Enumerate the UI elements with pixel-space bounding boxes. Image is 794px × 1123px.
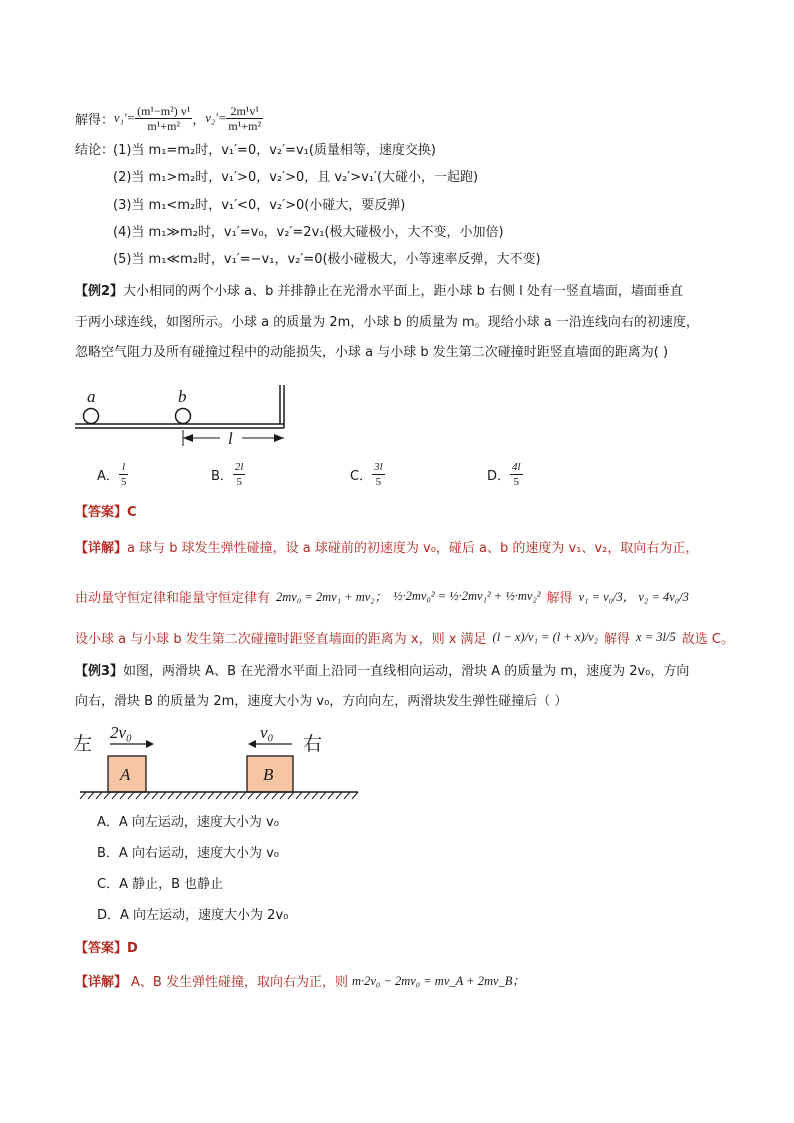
label-right: 右 xyxy=(303,733,323,755)
label-a: a xyxy=(87,387,96,406)
option-c-num: 3l xyxy=(374,461,383,473)
example2-detail-text-3: 设小球 a 与小球 b 发生第二次碰撞时距竖直墙面的距离为 x，则 x 满足 xyxy=(75,631,487,647)
conclusion-item-4: (4)当 m₁≫m₂时，v₁′=v₀，v₂′=2v₁(极大碰极小，大不变，小加倍) xyxy=(113,225,504,240)
example3-detail xyxy=(75,968,525,992)
conclusion-item-2: (2)当 m₁>m₂时，v₁′>0，v₂′>0，且 v₂′>v₁′(大碰小，一起跑) xyxy=(113,170,479,185)
option-c[interactable] xyxy=(350,460,385,489)
ex3-option-a[interactable]: A．A 向左运动，速度大小为 v₀ xyxy=(97,815,279,830)
option-a-num: l xyxy=(119,460,129,475)
example2-line-3: 忽略空气阻力及所有碰撞过程中的动能损失，小球 a 与小球 b 发生第二次碰撞时距竖直墙面的距离为( ) xyxy=(75,345,669,360)
option-c-den: 5 xyxy=(375,476,382,488)
arrow-a-head xyxy=(146,740,154,748)
v2-denominator: m¹+m² xyxy=(228,118,262,133)
option-a-letter: A． xyxy=(97,469,119,484)
example3-line-1 xyxy=(75,662,689,682)
option-a-den: 5 xyxy=(120,476,127,488)
ball-b xyxy=(176,409,191,424)
solution-label: 解得： xyxy=(75,112,115,128)
dim-arrow-left xyxy=(183,434,193,442)
example3-line-2: 向右，滑块 B 的质量为 2m，速度大小为 v₀，方向向左，两滑块发生弹性碰撞后（ ） xyxy=(75,694,568,709)
example2-conclusion: 故选 C。 xyxy=(681,631,734,647)
option-a[interactable] xyxy=(97,460,128,489)
solution-sep: ， xyxy=(192,112,206,128)
option-d-letter: D． xyxy=(487,469,511,484)
conclusion-label: 结论： xyxy=(75,143,115,158)
option-d-den: 5 xyxy=(513,476,520,488)
example2-solve-word: 解得 xyxy=(546,590,573,606)
v2-fraction xyxy=(226,104,263,133)
block-a-label: A xyxy=(120,765,131,784)
option-d[interactable] xyxy=(487,460,523,489)
v1-lhs: v₁′= xyxy=(114,110,136,125)
example2-answer xyxy=(75,503,137,523)
example3-tag: 【例3】 xyxy=(75,664,124,679)
ex3-option-c[interactable]: C．A 静止，B 也静止 xyxy=(97,877,224,892)
example2-detail-line-3 xyxy=(75,624,734,650)
example3-momentum-equation: m·2v₀ − 2mv₀ = mv_A + 2mv_B； xyxy=(351,974,525,988)
velocity-b: v₀ xyxy=(260,723,274,742)
label-b: b xyxy=(178,387,187,406)
conclusion-item-1: (1)当 m₁=m₂时，v₁′=0，v₂′=v₁(质量相等，速度交换) xyxy=(113,143,437,158)
example2-solve-word-2: 解得 xyxy=(604,631,631,647)
example2-detail-line-2 xyxy=(75,583,689,609)
label-l: l xyxy=(228,429,233,448)
ex3-option-d[interactable]: D．A 向左运动，速度大小为 2v₀ xyxy=(97,908,289,923)
dim-arrow-right xyxy=(274,434,284,442)
v1-denominator: m¹+m² xyxy=(147,118,181,133)
example2-answer-value: C xyxy=(127,505,137,520)
example2-line-2: 于两小球连线，如图所示。小球 a 的质量为 2m，小球 b 的质量为 m。现给小球 a 一沿连线向右的初速度， xyxy=(75,315,699,330)
label-left: 左 xyxy=(73,733,93,755)
example3-detail-tag: 【详解】 xyxy=(75,974,128,990)
option-c-fraction xyxy=(372,460,385,489)
ex3-option-b[interactable]: B．A 向右运动，速度大小为 v₀ xyxy=(97,846,279,861)
example2-line-1 xyxy=(75,282,683,302)
v1-fraction xyxy=(135,104,192,133)
velocity-a: 2v₀ xyxy=(110,723,132,742)
ball-a xyxy=(84,409,99,424)
example3-answer xyxy=(75,939,138,959)
example2-figure xyxy=(70,380,300,455)
distance-equation: (l − x)/v₁ = (l + x)/v₂ xyxy=(492,629,599,644)
option-c-letter: C． xyxy=(350,469,373,484)
example3-answer-value: D xyxy=(127,941,138,956)
conclusion-item-3: (3)当 m₁<m₂时，v₁′<0，v₂′>0(小碰大，要反弹) xyxy=(113,198,406,213)
option-a-fraction xyxy=(119,460,129,489)
option-b[interactable] xyxy=(211,460,245,489)
example3-answer-tag: 【答案】 xyxy=(75,941,128,956)
arrow-b-head xyxy=(248,740,256,748)
option-b-den: 5 xyxy=(236,476,242,488)
option-b-fraction xyxy=(233,460,246,489)
v1-numerator: (m¹−m²) v¹ xyxy=(137,103,191,118)
example2-detail-tag: 【详解】 xyxy=(75,541,128,556)
conclusion-item-5: (5)当 m₁≪m₂时，v₁′=−v₁，v₂′=0(极小碰极大，小等速率反弹，大不变) xyxy=(113,252,541,267)
example2-detail-text-1: a 球与 b 球发生弹性碰撞，设 a 球碰前的初速度为 v₀，碰后 a、b 的速度为 v₁、v₂，取向右为正， xyxy=(127,541,699,556)
example2-tag: 【例2】 xyxy=(75,284,124,299)
example3-detail-text: A、B 发生弹性碰撞，取向右为正，则 xyxy=(131,974,348,990)
option-b-num: 2l xyxy=(234,461,244,473)
example3-text-1: 如图，两滑块 A、B 在光滑水平面上沿同一直线相向运动，滑块 A 的质量为 m，速度为 2v₀，方向 xyxy=(123,664,690,679)
example2-answer-tag: 【答案】 xyxy=(75,505,128,520)
example2-detail-line-1 xyxy=(75,539,698,559)
distance-result: x = 3l/5 xyxy=(636,629,676,644)
option-d-num: 4l xyxy=(512,461,521,473)
block-b-label: B xyxy=(263,765,274,784)
example3-figure xyxy=(70,718,365,803)
momentum-equation: 2mv₀ = 2mv₁ + mv₂； xyxy=(276,590,388,604)
example2-text-1: 大小相同的两个小球 a、b 并排静止在光滑水平面上，距小球 b 右侧 l 处有一竖直墙面，墙面垂直 xyxy=(123,284,683,299)
option-b-letter: B． xyxy=(211,469,233,484)
option-d-fraction xyxy=(510,460,523,489)
v2-lhs: v₂′= xyxy=(205,110,227,125)
example2-detail-text-2: 由动量守恒定律和能量守恒定律有 xyxy=(75,590,271,606)
energy-equation: ½·2mv₀² = ½·2mv₁² + ½·mv₂² xyxy=(393,588,541,603)
ground-hatching xyxy=(80,792,358,799)
solution-line xyxy=(75,100,263,136)
velocity-results: v₁ = v₀/3， v₂ = 4v₀/3 xyxy=(578,590,689,604)
v2-numerator: 2m¹v¹ xyxy=(226,104,263,119)
